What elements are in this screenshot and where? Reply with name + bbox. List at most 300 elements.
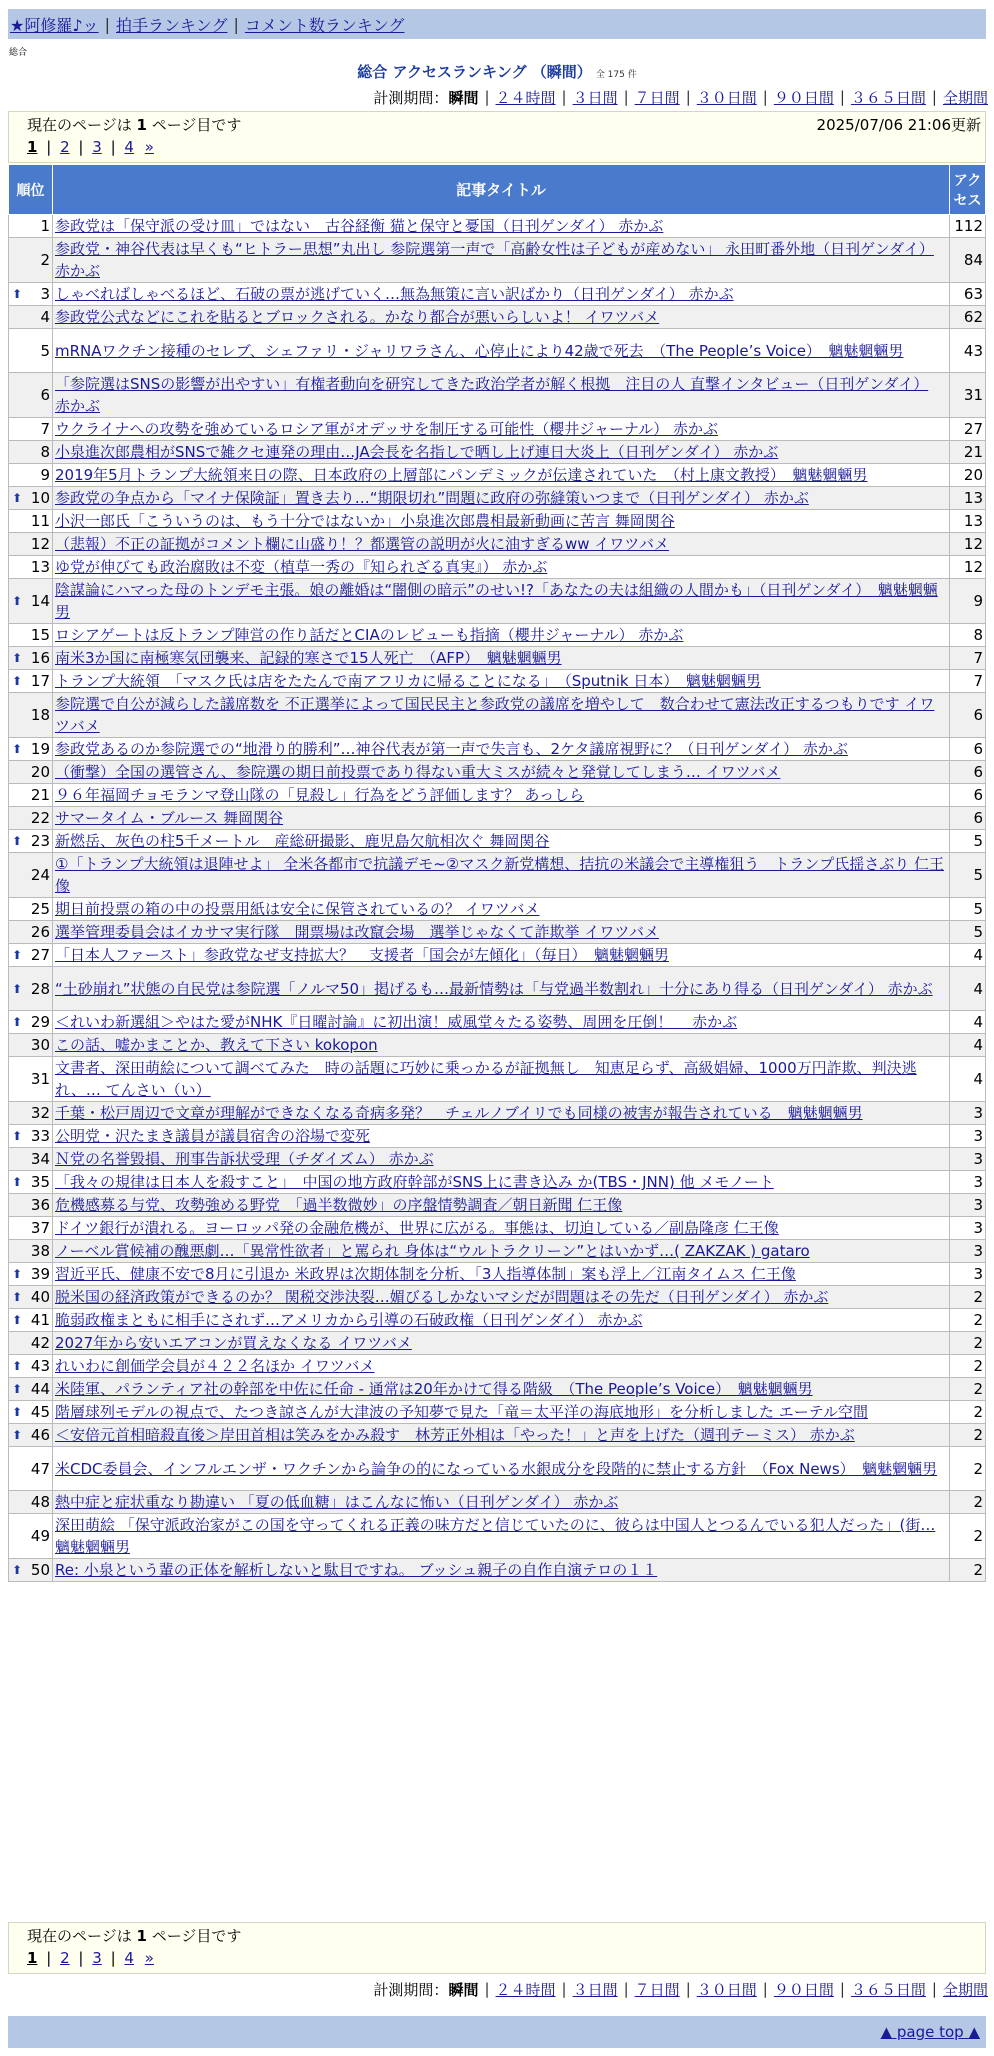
article-title-link[interactable]: 公明党・沢たまき議員が議員宿舎の浴場で変死 xyxy=(55,1127,371,1145)
access-count: 2 xyxy=(950,1514,986,1559)
access-count: 8 xyxy=(950,624,986,647)
rank-number: 3 xyxy=(40,285,50,303)
title-cell xyxy=(53,1194,950,1217)
rank-cell xyxy=(9,1171,53,1194)
rank-cell xyxy=(9,670,53,693)
title-cell xyxy=(53,1491,950,1514)
table-row xyxy=(9,761,986,784)
title-cell xyxy=(53,1447,950,1491)
rank-cell xyxy=(9,1148,53,1171)
article-title-link[interactable]: 参政党は「保守派の受け皿」ではない 古谷経衡 猫と保守と憂国（日刊ゲンダイ） 赤かぶ xyxy=(55,217,664,235)
article-title-link[interactable]: 深田萌絵 「保守派政治家がこの国を守ってくれる正義の味方だと信じていたのに、彼らは中国人とつるんでいる犯人だった」(街… 魑魅魍魎男 xyxy=(55,1516,936,1556)
article-title-link[interactable]: 参政党・神谷代表は早くも“ヒトラー思想”丸出し 参院選第一声で「高齢女性は子どもが産めない」 永田町番外地（日刊ゲンダイ） 赤かぶ xyxy=(55,240,934,280)
article-title-link[interactable]: 小沢一郎氏「こういうのは、もう十分ではないか」小泉進次郎農相最新動画に苦言 舞岡関谷 xyxy=(55,512,675,530)
title-cell xyxy=(53,738,950,761)
rank-number: 38 xyxy=(30,1242,50,1260)
period-link-24h[interactable]: ２４時間 xyxy=(495,1980,556,1999)
title-cell xyxy=(53,921,950,944)
rank-cell xyxy=(9,215,53,238)
article-title-link[interactable]: ドイツ銀行が潰れる。ヨーロッパ発の金融危機が、世界に広がる。事態は、切迫している／副島隆彦 仁王像 xyxy=(55,1219,779,1237)
period-current: 瞬間 xyxy=(448,1980,479,1999)
rank-number: 16 xyxy=(30,649,50,667)
access-count: 84 xyxy=(950,238,986,283)
title-cell xyxy=(53,807,950,830)
title-cell xyxy=(53,1355,950,1378)
title-cell xyxy=(53,944,950,967)
article-title-link[interactable]: ウクライナへの攻勢を強めているロシア軍がオデッサを制圧する可能性（櫻井ジャーナル） 赤かぶ xyxy=(55,420,718,438)
rank-cell xyxy=(9,1034,53,1057)
access-count: 2 xyxy=(950,1332,986,1355)
period-separator: | xyxy=(623,1980,629,1998)
rank-number: 31 xyxy=(30,1070,50,1088)
page-link-next[interactable]: » xyxy=(144,1949,154,1967)
article-title-link[interactable]: ロシアゲートは反トランプ陣営の作り話だとCIAのレビューも指摘（櫻井ジャーナル） 赤かぶ xyxy=(55,626,684,644)
nav-separator: | xyxy=(104,14,110,34)
article-title-link[interactable]: 期日前投票の箱の中の投票用紙は安全に保管されているの？ イワツバメ xyxy=(55,900,540,918)
access-count: 5 xyxy=(950,830,986,853)
period-separator: | xyxy=(685,1980,691,1998)
access-count: 4 xyxy=(950,1034,986,1057)
access-count: 2 xyxy=(950,1559,986,1582)
rank-cell xyxy=(9,373,53,418)
access-count: 3 xyxy=(950,1125,986,1148)
rank-up-arrow-icon: ⬆ xyxy=(12,1267,23,1281)
access-count: 12 xyxy=(950,533,986,556)
rank-number: 33 xyxy=(30,1127,50,1145)
access-count: 62 xyxy=(950,306,986,329)
rank-up-arrow-icon: ⬆ xyxy=(12,674,23,688)
article-title-link[interactable]: 選挙管理委員会はイカサマ実行隊 開票場は改竄会場 選挙じゃなくて詐欺挙 イワツバメ xyxy=(55,923,660,941)
table-row xyxy=(9,579,986,624)
title-cell xyxy=(53,1309,950,1332)
rank-number: 27 xyxy=(30,946,50,964)
page-link-3[interactable]: 3 xyxy=(92,138,102,156)
access-count: 5 xyxy=(950,853,986,898)
article-title-link[interactable]: 「日本人ファースト」参政党なぜ支持拡大？ 支援者「国会が左傾化」（毎日） 魑魅魍魎男 xyxy=(55,946,669,964)
col-header-rank: 順位 xyxy=(9,165,53,215)
period-link-90d[interactable]: ９０日間 xyxy=(773,88,834,107)
article-title-link[interactable]: れいわに創価学会員が４２２名ほか イワツバメ xyxy=(55,1357,375,1375)
access-count: 21 xyxy=(950,441,986,464)
title-cell xyxy=(53,784,950,807)
access-count: 13 xyxy=(950,510,986,533)
period-link-3d[interactable]: ３日間 xyxy=(572,88,618,107)
rank-cell xyxy=(9,1401,53,1424)
access-count: 43 xyxy=(950,329,986,373)
article-title-link[interactable]: 習近平氏、健康不安で8月に引退か 米政界は次期体制を分析、「3人指導体制」案も浮上／江南タイムス 仁王像 xyxy=(55,1265,796,1283)
rank-number: 28 xyxy=(30,979,50,998)
rank-up-arrow-icon: ⬆ xyxy=(12,1175,23,1189)
access-count: 2 xyxy=(950,1355,986,1378)
article-title-link[interactable]: 南米3か国に南極寒気団襲来、記録的寒さで15人死亡 （AFP） 魑魅魍魎男 xyxy=(55,649,562,667)
rank-number: 2 xyxy=(40,251,50,269)
table-row xyxy=(9,215,986,238)
rank-cell xyxy=(9,853,53,898)
rank-number: 4 xyxy=(40,308,50,326)
rank-number: 29 xyxy=(30,1013,50,1031)
article-title-link[interactable]: ＜安倍元首相暗殺直後＞岸田首相は笑みをかみ殺す 林芳正外相は「やった！」と声を上げた（週刊テーミス） 赤かぶ xyxy=(55,1426,855,1444)
rank-cell xyxy=(9,898,53,921)
rank-number: 50 xyxy=(30,1561,50,1579)
rank-number: 11 xyxy=(30,512,50,530)
table-row xyxy=(9,1194,986,1217)
article-title-link[interactable]: （悲報）不正の証拠がコメント欄に山盛り！？都選管の説明が火に油すぎるww イワツバメ xyxy=(55,535,670,553)
rank-cell xyxy=(9,441,53,464)
article-title-link[interactable]: 2019年5月トランプ大統領来日の際、日本政府の上層部にパンデミックが伝達されていた （村上康文教授） 魑魅魍魎男 xyxy=(55,466,868,484)
rank-number: 41 xyxy=(30,1311,50,1329)
title-cell xyxy=(53,967,950,1011)
rank-number: 25 xyxy=(30,900,50,918)
title-cell xyxy=(53,1217,950,1240)
article-title-link[interactable]: 参院選で自公が減らした議席数を 不正選挙によって国民民主と参政党の議席を増やして 数合わせて憲法改正するつもりです イワツバメ xyxy=(55,695,935,735)
updated-time: 2025/07/06 21:06更新 xyxy=(816,116,981,134)
rank-up-arrow-icon: ⬆ xyxy=(12,1382,23,1396)
article-title-link[interactable]: （衝撃）全国の選管さん、参院選の期日前投票であり得ない重大ミスが続々と発覚してしまう… イワツバメ xyxy=(55,763,781,781)
rank-number: 9 xyxy=(40,466,50,484)
page-link-4[interactable]: 4 xyxy=(124,138,134,156)
access-count: 3 xyxy=(950,1240,986,1263)
rank-cell xyxy=(9,784,53,807)
rank-number: 34 xyxy=(30,1150,50,1168)
rank-number: 47 xyxy=(30,1459,50,1478)
period-link-24h[interactable]: ２４時間 xyxy=(495,88,556,107)
page-top-link[interactable]: ▲ page top ▲ xyxy=(880,2023,980,2041)
rank-up-arrow-icon: ⬆ xyxy=(12,1428,23,1442)
article-title-link[interactable]: この話、嘘かまことか、教えて下さい kokopon xyxy=(55,1036,378,1054)
rank-cell xyxy=(9,1514,53,1559)
page-link-next[interactable]: » xyxy=(144,138,154,156)
access-count: 6 xyxy=(950,761,986,784)
period-label: 計測期間： xyxy=(373,1980,449,1999)
access-count: 2 xyxy=(950,1378,986,1401)
title-cell xyxy=(53,215,950,238)
article-title-link[interactable]: ①「トランプ大統領は退陣せよ」 全米各都市で抗議デモ~②マスク新党構想、拮抗の米議会で主導権狙う トランプ氏揺さぶり 仁王像 xyxy=(55,855,945,895)
rank-cell xyxy=(9,1194,53,1217)
footer-bar xyxy=(8,2016,986,2048)
article-title-link[interactable]: Ｎ党の名誉毀損、刑事告訴状受理（チダイズム） 赤かぶ xyxy=(55,1150,434,1168)
rank-up-arrow-icon: ⬆ xyxy=(12,1359,23,1373)
rank-number: 8 xyxy=(40,443,50,461)
period-link-7d[interactable]: ７日間 xyxy=(634,1980,680,1999)
nav-link-applause-ranking[interactable]: 拍手ランキング xyxy=(115,15,228,35)
table-row xyxy=(9,1125,986,1148)
rank-number: 44 xyxy=(30,1380,50,1398)
pager-top xyxy=(8,111,986,163)
period-link-365d[interactable]: ３６５日間 xyxy=(850,88,926,107)
page-status xyxy=(27,1925,241,1946)
access-count: 2 xyxy=(950,1286,986,1309)
page-separator: | xyxy=(46,138,52,156)
table-row xyxy=(9,510,986,533)
article-title-link[interactable]: 危機感募る与党、攻勢強める野党 「過半数微妙」の序盤情勢調査／朝日新聞 仁王像 xyxy=(55,1196,623,1214)
rank-number: 18 xyxy=(30,706,50,724)
rank-up-arrow-icon: ⬆ xyxy=(12,981,23,996)
page-current: 1 xyxy=(27,1949,38,1967)
access-count: 6 xyxy=(950,807,986,830)
table-row xyxy=(9,1240,986,1263)
page-link-2[interactable]: 2 xyxy=(60,1949,70,1967)
rank-cell xyxy=(9,533,53,556)
rank-number: 32 xyxy=(30,1104,50,1122)
table-header-row xyxy=(9,165,986,215)
article-title-link[interactable]: 脱米国の経済政策ができるのか？ 関税交渉決裂…媚びるしかないマシだが問題はその先だ（日刊ゲンダイ） 赤かぶ xyxy=(55,1288,829,1306)
total-count: 全 175 件 xyxy=(595,70,637,80)
article-title-link[interactable]: ゆ党が伸びても政治腐敗は不変（植草一秀の『知られざる真実』） 赤かぶ xyxy=(55,558,548,576)
rank-number: 40 xyxy=(30,1288,50,1306)
rank-cell xyxy=(9,1378,53,1401)
period-selector-top xyxy=(373,87,988,107)
rank-number: 14 xyxy=(30,592,50,610)
period-link-all[interactable]: 全期間 xyxy=(942,1980,988,1999)
rank-up-arrow-icon: ⬆ xyxy=(12,491,23,505)
title-cell xyxy=(53,1125,950,1148)
rank-cell xyxy=(9,1447,53,1491)
title-cell xyxy=(53,1240,950,1263)
rank-cell xyxy=(9,1355,53,1378)
rank-number: 49 xyxy=(30,1527,50,1545)
rank-cell xyxy=(9,647,53,670)
table-row xyxy=(9,784,986,807)
rank-number: 1 xyxy=(40,217,50,235)
access-count: 3 xyxy=(950,1217,986,1240)
article-title-link[interactable]: サマータイム・ブルース 舞岡関谷 xyxy=(55,809,284,827)
table-row xyxy=(9,1514,986,1559)
article-title-link[interactable]: 「我々の規律は日本人を殺すこと」 中国の地方政府幹部がSNS上に書き込み か(TBS・JNN) 他 メモノート xyxy=(55,1173,774,1191)
table-row xyxy=(9,1286,986,1309)
access-count: 2 xyxy=(950,1491,986,1514)
period-link-7d[interactable]: ７日間 xyxy=(634,88,680,107)
access-count: 4 xyxy=(950,967,986,1011)
access-count: 27 xyxy=(950,418,986,441)
rank-cell xyxy=(9,556,53,579)
article-title-link[interactable]: 米陸軍、パランティア社の幹部を中佐に任命 - 通常は20年かけて得る階級 （The People’s Voice） 魑魅魍魎男 xyxy=(55,1380,813,1398)
article-title-link[interactable]: 文書者、深田萌絵について調べてみた 時の話題に巧妙に乗っかるが証拠無し 知恵足らず、高級娼婦、1000万円詐欺、判決逃れ、… てんさい（い） xyxy=(55,1059,917,1099)
rank-up-arrow-icon: ⬆ xyxy=(12,948,23,962)
table-row xyxy=(9,329,986,373)
period-separator: | xyxy=(623,88,629,106)
title-cell xyxy=(53,510,950,533)
rank-cell xyxy=(9,464,53,487)
title-cell xyxy=(53,1332,950,1355)
article-title-link[interactable]: 小泉進次郎農相がSNSで雑クセ連発の理由…JA会長を名指しで晒し上げ連日大炎上（日刊ゲンダイ） 赤かぶ xyxy=(55,443,779,461)
rank-cell xyxy=(9,944,53,967)
article-title-link[interactable]: 脆弱政権まともに相手にされず…アメリカから引導の石破政権（日刊ゲンダイ） 赤かぶ xyxy=(55,1311,643,1329)
rank-number: 20 xyxy=(30,763,50,781)
nav-separator: | xyxy=(233,14,239,34)
period-link-90d[interactable]: ９０日間 xyxy=(773,1980,834,1999)
article-title-link[interactable]: ノーベル賞候補の醜悪劇…「異常性欲者」と罵られ 身体は“ウルトラクリーン”とはいかず…( ZAKZAK ) gataro xyxy=(55,1242,810,1260)
access-count: 5 xyxy=(950,921,986,944)
table-row xyxy=(9,921,986,944)
access-count: 3 xyxy=(950,1263,986,1286)
article-title-link[interactable]: 2027年から安いエアコンが買えなくなる イワツバメ xyxy=(55,1334,412,1352)
access-count: 6 xyxy=(950,693,986,738)
page-link-2[interactable]: 2 xyxy=(60,138,70,156)
title-cell xyxy=(53,898,950,921)
period-current: 瞬間 xyxy=(448,88,479,107)
article-title-link[interactable]: mRNAワクチン接種のセレブ、シェファリ・ジャリワラさん、心停止により42歳で死去 （The People’s Voice） 魑魅魍魎男 xyxy=(55,341,904,360)
rank-cell xyxy=(9,1011,53,1034)
table-row xyxy=(9,1355,986,1378)
rank-number: 21 xyxy=(30,786,50,804)
period-separator: | xyxy=(839,88,845,106)
access-count: 2 xyxy=(950,1309,986,1332)
page-separator: | xyxy=(78,1949,84,1967)
rank-cell xyxy=(9,1332,53,1355)
rank-cell xyxy=(9,487,53,510)
rank-cell xyxy=(9,1102,53,1125)
rank-cell xyxy=(9,283,53,306)
rank-cell xyxy=(9,510,53,533)
nav-link-comment-ranking[interactable]: コメント数ランキング xyxy=(244,15,405,35)
rank-cell xyxy=(9,1491,53,1514)
access-count: 4 xyxy=(950,1057,986,1102)
title-cell xyxy=(53,556,950,579)
rank-up-arrow-icon: ⬆ xyxy=(12,1129,23,1143)
access-count: 4 xyxy=(950,1011,986,1034)
table-row xyxy=(9,807,986,830)
rank-number: 35 xyxy=(30,1173,50,1191)
access-count: 13 xyxy=(950,487,986,510)
article-title-link[interactable]: 陰謀論にハマった母のトンデモ主張。娘の離婚は“闇側の暗示”のせい!?「あなたの夫は組織の人間かも」（日刊ゲンダイ） 魑魅魍魎男 xyxy=(55,581,938,621)
title-cell xyxy=(53,487,950,510)
access-count: 20 xyxy=(950,464,986,487)
article-title-link[interactable]: しゃべればしゃべるほど、石破の票が逃げていく…無為無策に言い訳ばかり（日刊ゲンダイ） 赤かぶ xyxy=(55,285,734,303)
period-link-365d[interactable]: ３６５日間 xyxy=(850,1980,926,1999)
title-cell xyxy=(53,670,950,693)
table-row xyxy=(9,533,986,556)
table-row xyxy=(9,1171,986,1194)
title-cell xyxy=(53,624,950,647)
article-title-link[interactable]: 参政党あるのか参院選での“地滑り的勝利”…神谷代表が第一声で失言も、2ケタ議席視野に？（日刊ゲンダイ） 赤かぶ xyxy=(55,740,848,758)
table-row xyxy=(9,556,986,579)
title-cell xyxy=(53,1057,950,1102)
rank-number: 36 xyxy=(30,1196,50,1214)
rank-number: 23 xyxy=(30,832,50,850)
table-row xyxy=(9,624,986,647)
period-selector-bottom xyxy=(373,1979,988,1999)
article-title-link[interactable]: 参政党公式などにこれを貼るとブロックされる。かなり都合が悪いらしいよ！ イワツバメ xyxy=(55,308,660,326)
access-count: 3 xyxy=(950,1171,986,1194)
page-title xyxy=(0,61,994,82)
title-cell xyxy=(53,1263,950,1286)
article-title-link[interactable]: Re: 小泉という輩の正体を解析しないと駄目ですね。 ブッシュ親子の自作自演テロの１１ xyxy=(55,1561,658,1579)
article-title-link[interactable]: ＜れいわ新選組＞やはた愛がNHK『日曜討論』に初出演！威風堂々たる姿勢、周囲を圧倒！ 赤かぶ xyxy=(55,1013,738,1031)
table-row xyxy=(9,647,986,670)
title-cell xyxy=(53,1034,950,1057)
rank-up-arrow-icon: ⬆ xyxy=(12,1015,23,1029)
rank-number: 48 xyxy=(30,1493,50,1511)
period-separator: | xyxy=(931,88,937,106)
access-count: 2 xyxy=(950,1424,986,1447)
article-title-link[interactable]: 千葉・松戸周辺で文章が理解ができなくなる奇病多発？ チェルノブイリでも同様の被害が報告されている 魑魅魍魎男 xyxy=(55,1104,863,1122)
page-link-3[interactable]: 3 xyxy=(92,1949,102,1967)
rank-cell xyxy=(9,807,53,830)
rank-cell xyxy=(9,1286,53,1309)
page-separator: | xyxy=(110,138,116,156)
article-title-link[interactable]: 階層球列モデルの視点で、たつき諒さんが大津波の予知夢で見た「竜＝太平洋の海底地形」を分析しました エーテル空間 xyxy=(55,1403,868,1421)
article-title-link[interactable]: 熱中症と症状重なり勘違い 「夏の低血糖」はこんなに怖い（日刊ゲンダイ） 赤かぶ xyxy=(55,1493,619,1511)
title-cell xyxy=(53,761,950,784)
ranking-table xyxy=(8,164,986,1582)
title-cell xyxy=(53,1286,950,1309)
nav-link-asyura[interactable]: ★阿修羅♪ッ xyxy=(10,15,99,35)
title-cell xyxy=(53,1378,950,1401)
rank-number: 19 xyxy=(30,740,50,758)
table-row xyxy=(9,306,986,329)
title-cell xyxy=(53,1559,950,1582)
table-row xyxy=(9,283,986,306)
title-cell xyxy=(53,1148,950,1171)
rank-cell xyxy=(9,1240,53,1263)
rank-cell xyxy=(9,921,53,944)
title-cell xyxy=(53,238,950,283)
rank-up-arrow-icon: ⬆ xyxy=(12,594,23,608)
article-title-link[interactable]: ９６年福岡チョモランマ登山隊の「見殺し」行為をどう評価します？ あっしら xyxy=(55,786,585,804)
table-row xyxy=(9,1102,986,1125)
table-row xyxy=(9,487,986,510)
period-separator: | xyxy=(561,1980,567,1998)
rank-cell xyxy=(9,967,53,1011)
page-separator: | xyxy=(78,138,84,156)
col-header-title: 記事タイトル xyxy=(53,165,950,215)
access-count: 112 xyxy=(950,215,986,238)
article-title-link[interactable]: “土砂崩れ”状態の自民党は参院選「ノルマ50」掲げるも…最新情勢は「与党過半数割れ」十分にあり得る（日刊ゲンダイ） 赤かぶ xyxy=(55,979,933,998)
period-link-30d[interactable]: ３０日間 xyxy=(696,1980,757,1999)
access-count: 3 xyxy=(950,1148,986,1171)
title-cell xyxy=(53,373,950,418)
period-link-all[interactable]: 全期間 xyxy=(942,88,988,107)
article-title-link[interactable]: 「参院選はSNSの影響が出やすい」有権者動向を研究してきた政治学者が解く根拠 注目の人 直撃インタビュー（日刊ゲンダイ） 赤かぶ xyxy=(55,375,929,415)
period-link-30d[interactable]: ３０日間 xyxy=(696,88,757,107)
period-separator: | xyxy=(685,88,691,106)
page-link-4[interactable]: 4 xyxy=(124,1949,134,1967)
article-title-link[interactable]: 米CDC委員会、インフルエンザ・ワクチンから論争の的になっている水銀成分を段階的に禁止する方針 （Fox News） 魑魅魍魎男 xyxy=(55,1459,938,1478)
rank-number: 45 xyxy=(30,1403,50,1421)
rank-number: 26 xyxy=(30,923,50,941)
table-row xyxy=(9,1401,986,1424)
rank-cell xyxy=(9,1217,53,1240)
rank-number: 42 xyxy=(30,1334,50,1352)
page-nav xyxy=(27,1949,154,1967)
rank-number: 43 xyxy=(30,1357,50,1375)
rank-number: 5 xyxy=(40,341,50,360)
ranking-table-body xyxy=(9,215,986,1582)
table-row xyxy=(9,693,986,738)
access-count: 6 xyxy=(950,738,986,761)
access-count: 7 xyxy=(950,670,986,693)
page-nav xyxy=(27,138,154,156)
table-row xyxy=(9,373,986,418)
period-link-3d[interactable]: ３日間 xyxy=(572,1980,618,1999)
table-row xyxy=(9,944,986,967)
access-count: 31 xyxy=(950,373,986,418)
page-separator: | xyxy=(110,1949,116,1967)
article-title-link[interactable]: トランプ大統領 「マスク氏は店をたたんで南アフリカに帰ることになる」 （Sputnik 日本） 魑魅魍魎男 xyxy=(55,672,761,690)
title-cell xyxy=(53,306,950,329)
article-title-link[interactable]: 新燃岳、灰色の柱5千メートル 産総研撮影、鹿児島欠航相次ぐ 舞岡関谷 xyxy=(55,832,550,850)
title-cell xyxy=(53,1424,950,1447)
title-cell xyxy=(53,1401,950,1424)
table-row xyxy=(9,1309,986,1332)
access-count: 4 xyxy=(950,944,986,967)
rank-up-arrow-icon: ⬆ xyxy=(12,287,23,301)
access-count: 7 xyxy=(950,647,986,670)
rank-up-arrow-icon: ⬆ xyxy=(12,1563,23,1577)
article-title-link[interactable]: 参政党の争点から「マイナ保険証」置き去り…“期限切れ”問題に政府の弥縫策いつまで（日刊ゲンダイ） 赤かぶ xyxy=(55,489,809,507)
rank-cell xyxy=(9,1309,53,1332)
ranking-title: 総合 アクセスランキング （瞬間） xyxy=(357,63,592,81)
